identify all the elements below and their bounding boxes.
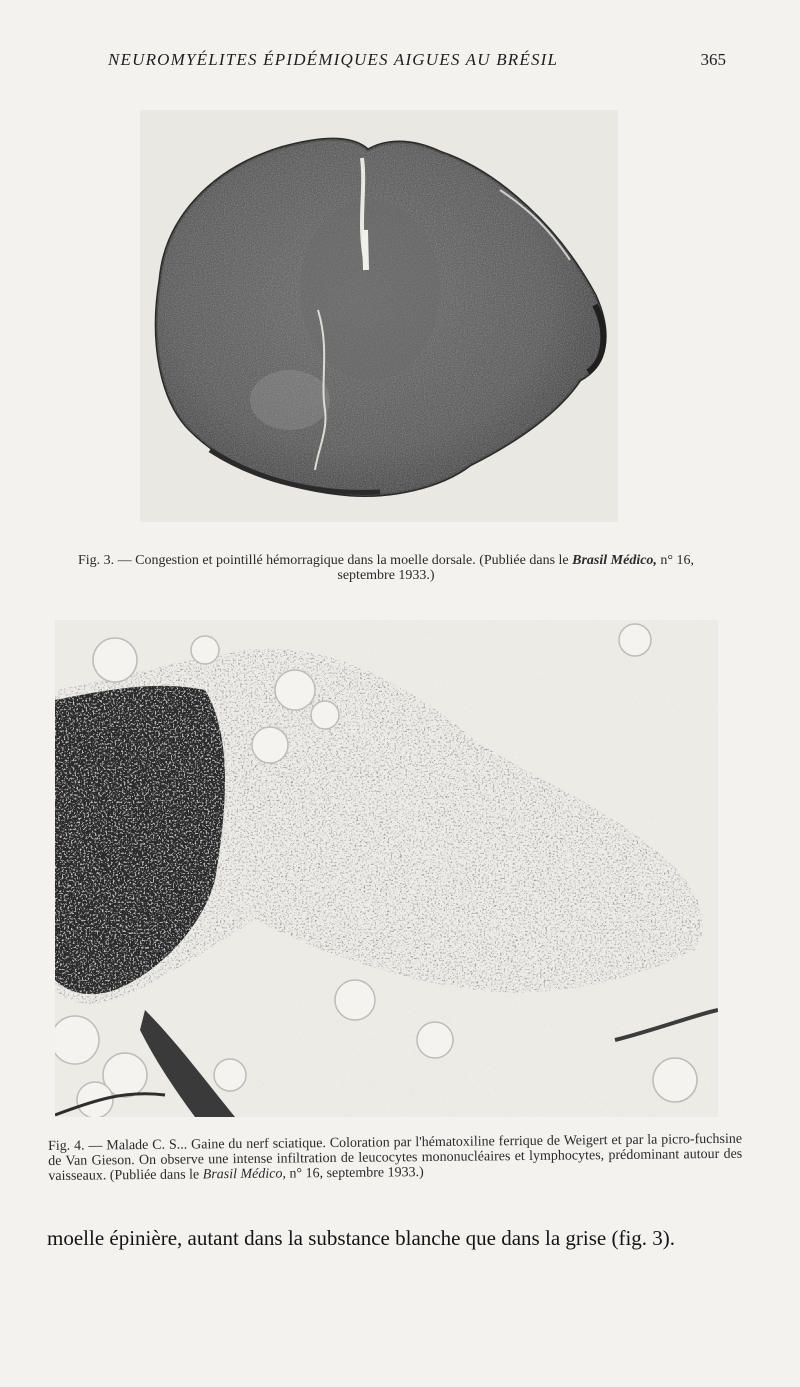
figure-3-caption-journal: Brasil Médico, (572, 553, 657, 568)
running-head (108, 50, 748, 74)
running-title: NEUROMYÉLITES ÉPIDÉMIQUES AIGUES AU BRÉSIL (108, 50, 559, 69)
figure-3-caption (48, 553, 724, 583)
figure-3-caption-suffix: n° 16, septembre 1933.) (337, 553, 695, 583)
figure-3-caption-text: Fig. 3. — Congestion et pointillé hémorragique dans la moelle dorsale. (Publiée dans le (77, 553, 573, 568)
body-paragraph: moelle épinière, autant dans la substance blanche que dans la grise (fig. 3). (47, 1226, 676, 1250)
figure-4-caption-text: Fig. 4. — Malade C. S... Gaine du nerf sciatique. Coloration par l'hématoxiline ferrique de Weigert et par la picro-fuchsine de Van Gieson. On observe une intense infiltration de leucocytes mononucléaires et lymphocytes, prédominant autour des vaisseaux. (Publiée dans le (48, 1131, 743, 1184)
spinal-cord-section-drawing (140, 110, 618, 522)
figure-4-caption (48, 1132, 742, 1184)
figure-4-caption-journal: Brasil Médico, (202, 1166, 287, 1183)
sciatic-nerve-micrograph-image (55, 620, 718, 1117)
spinal-cord-section-image (140, 110, 618, 522)
sciatic-nerve-micrograph-drawing (55, 620, 718, 1117)
figure-4-caption-suffix: n° 16, septembre 1933.) (285, 1165, 424, 1182)
page-number: 365 (700, 50, 726, 69)
